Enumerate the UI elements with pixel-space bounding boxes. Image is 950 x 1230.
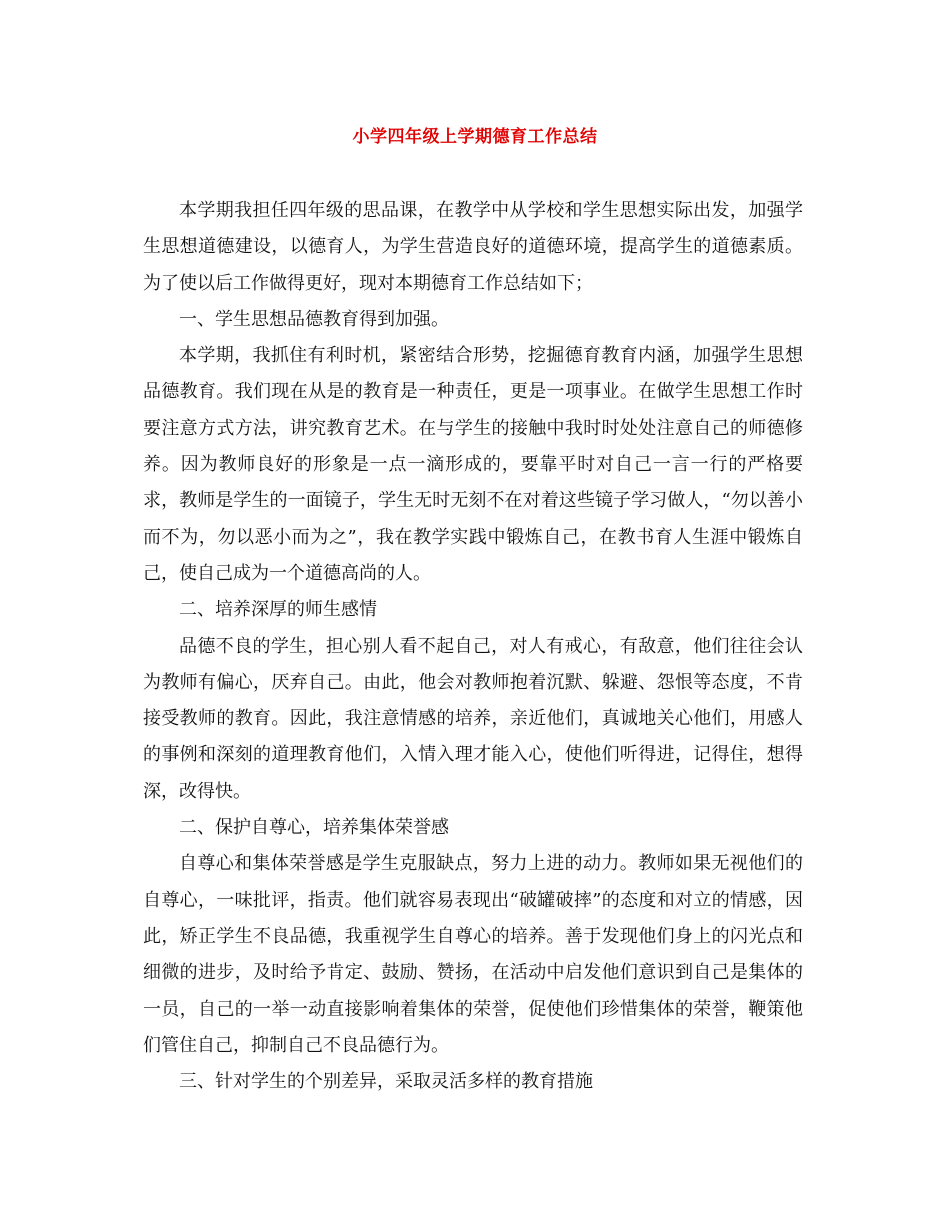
section-heading-3: 二、保护自尊心，培养集体荣誉感 [179,817,449,839]
section-heading-4: 三、针对学生的个别差异，采取灵活多样的教育措施 [179,1071,593,1093]
document-body [143,193,803,1100]
section-heading-1: 一、学生思想品德教育得到加强。 [179,308,449,330]
section-paragraph-3: 自尊心和集体荣誉感是学生克服缺点，努力上进的动力。教师如果无视他们的自尊心，一味批评，指责。他们就容易表现出“破罐破摔”的态度和对立的情感，因此，矫正学生不良品德，我重视学生自尊心的培养。善于发现他们身上的闪光点和细微的进步，及时给予肯定、鼓励、赞扬，在活动中启发他们意识到自己是集体的一员，自己的一举一动直接影响着集体的荣誉，促使他们珍惜集体的荣誉，鞭策他们管住自己，抑制自己不良品德行为。 [143,853,803,1056]
section-paragraph-1: 本学期，我抓住有利时机，紧密结合形势，挖掘德育教育内涵，加强学生思想品德教育。我们现在从是的教育是一种责任，更是一项事业。在做学生思想工作时要注意方式方法，讲究教育艺术。在与学生的接触中我时时处处注意自己的师德修养。因为教师良好的形象是一点一滴形成的，要靠平时对自己一言一行的严格要求，教师是学生的一面镜子，学生无时无刻不在对着这些镜子学习做人，“勿以善小而不为，勿以恶小而为之”，我在教学实践中锻炼自己，在教书育人生涯中锻炼自己，使自己成为一个道德高尚的人。 [143,345,803,584]
intro-paragraph: 本学期我担任四年级的思品课，在教学中从学校和学生思想实际出发，加强学生思想道德建设，以德育人，为学生营造良好的道德环境，提高学生的道德素质。为了使以后工作做得更好，现对本期德育工作总结如下； [143,200,803,294]
section-paragraph-2: 品德不良的学生，担心别人看不起自己，对人有戒心，有敌意，他们往往会认为教师有偏心，厌弃自己。由此，他会对教师抱着沉默、躲避、怨恨等态度，不肯接受教师的教育。因此，我注意情感的培养，亲近他们，真诚地关心他们，用感人的事例和深刻的道理教育他们，入情入理才能入心，使他们听得进，记得住，想得深，改得快。 [143,635,803,802]
section-heading-2: 二、培养深厚的师生感情 [179,599,377,621]
document-title: 小学四年级上学期德育工作总结 [352,127,598,147]
